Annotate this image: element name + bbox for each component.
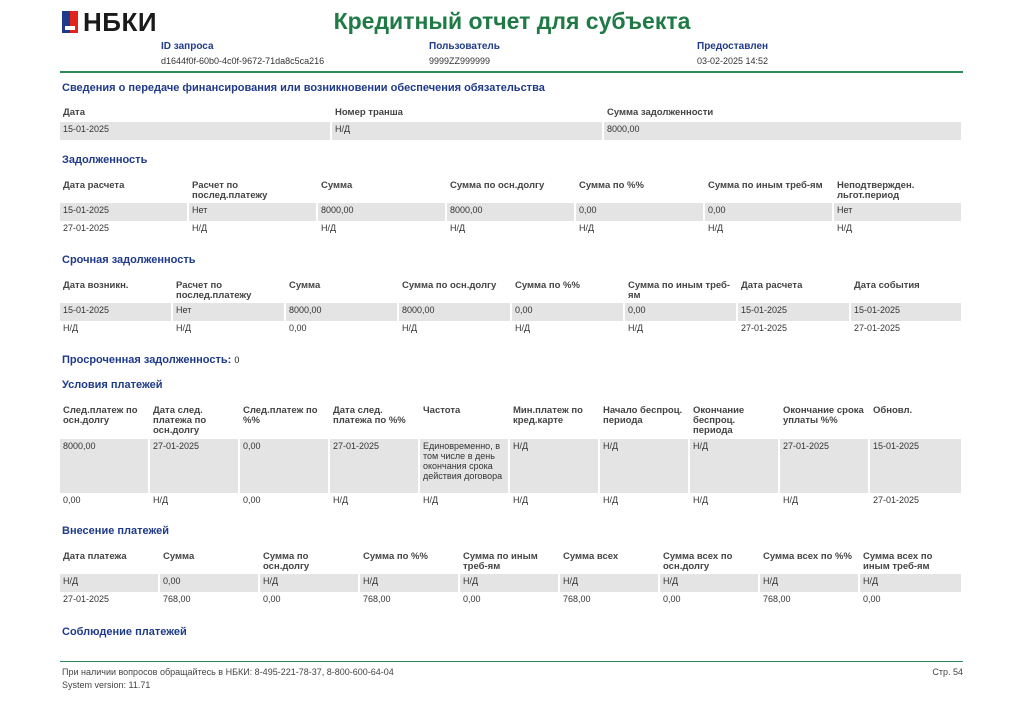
overdue-value: 0 [234, 355, 240, 365]
table-cell: Н/Д [60, 574, 160, 592]
table-cell: Н/Д [150, 493, 240, 511]
section-compliance-title: Соблюдение платежей [62, 626, 187, 638]
column-header: Сумма задолженности [607, 108, 714, 118]
section-debt-title: Задолженность [62, 154, 148, 166]
column-header: Обновл. [873, 406, 913, 416]
table-cell: 8000,00 [60, 439, 150, 493]
table-cell: Н/Д [510, 493, 600, 511]
table-row [60, 592, 963, 610]
table-cell: 0,00 [240, 493, 330, 511]
table-cell: 27-01-2025 [851, 321, 963, 339]
table-cell: 0,00 [576, 203, 705, 221]
table-cell: 0,00 [625, 303, 738, 321]
table-cell: 27-01-2025 [780, 439, 870, 493]
column-header: Сумма [289, 281, 321, 291]
table-cell: 768,00 [760, 592, 860, 610]
logo-text: НБКИ [83, 6, 158, 37]
page-title: Кредитный отчет для субъекта [333, 8, 691, 34]
table-cell: 8000,00 [286, 303, 399, 321]
table-cell: 27-01-2025 [60, 221, 189, 239]
table-row [60, 303, 963, 321]
column-header: Сумма всех по осн.долгу [663, 552, 733, 572]
table-row [60, 321, 963, 339]
table-cell: 27-01-2025 [738, 321, 851, 339]
column-header: Расчет по послед.платежу [176, 281, 252, 301]
user-label: Пользователь [429, 41, 500, 52]
table-cell: Н/Д [173, 321, 286, 339]
overdue-label: Просроченная задолженность: [62, 354, 232, 366]
table-cell: Н/Д [860, 574, 963, 592]
section-payments-title: Внесение платежей [62, 525, 170, 537]
column-header: Частота [423, 406, 461, 416]
column-header: Сумма по осн.долгу [402, 281, 497, 291]
table-cell: 27-01-2025 [150, 439, 240, 493]
column-header: Сумма по иным треб-ям [628, 281, 731, 301]
table-cell: 15-01-2025 [60, 122, 332, 140]
table-header-row [60, 281, 963, 303]
table-cell: 0,00 [705, 203, 834, 221]
table-cell: 8000,00 [604, 122, 963, 140]
footer-contact: При наличии вопросов обращайтесь в НБКИ: 8-495-221-78-37, 8-800-600-64-04 [62, 667, 394, 677]
table-cell: 8000,00 [318, 203, 447, 221]
table-cell: Н/Д [330, 493, 420, 511]
table-cell: Н/Д [360, 574, 460, 592]
column-header: Сумма по иным треб-ям [708, 181, 823, 191]
footer-version: System version: 11.71 [62, 680, 151, 690]
column-header: Сумма всех по иным треб-ям [863, 552, 933, 572]
table-cell: Н/Д [60, 321, 173, 339]
table-cell: Н/Д [260, 574, 360, 592]
section-conditions-title: Условия платежей [62, 379, 163, 391]
table-cell: Н/Д [332, 122, 604, 140]
column-header: Сумма всех [563, 552, 619, 562]
column-header: Сумма всех по %% [763, 552, 852, 562]
table-row [60, 493, 963, 511]
table-cell: Нет [173, 303, 286, 321]
table-cell: 0,00 [240, 439, 330, 493]
table-cell: Н/Д [660, 574, 760, 592]
table-cell: Нет [834, 203, 963, 221]
column-header: Дата возникн. [63, 281, 129, 291]
column-header: Дата след. платежа по осн.долгу [153, 406, 207, 436]
table-cell: 15-01-2025 [851, 303, 963, 321]
table-cell: 768,00 [160, 592, 260, 610]
table-row [60, 203, 963, 221]
column-header: Сумма по %% [515, 281, 580, 291]
table-cell: Н/Д [560, 574, 660, 592]
table-cell: 0,00 [512, 303, 625, 321]
column-header: Сумма по %% [363, 552, 428, 562]
table-cell: Н/Д [420, 493, 510, 511]
column-header: Номер транша [335, 108, 403, 118]
column-header: Окончание беспроц. периода [693, 406, 745, 436]
column-header: Начало беспроц. периода [603, 406, 683, 426]
table-cell: 8000,00 [447, 203, 576, 221]
page-number: Стр. 54 [932, 667, 963, 677]
table-cell: Н/Д [189, 221, 318, 239]
table-cell: Н/Д [399, 321, 512, 339]
column-header: Сумма по осн.долгу [263, 552, 310, 572]
table-cell: Н/Д [780, 493, 870, 511]
table-row [60, 122, 963, 140]
table-header-row [60, 552, 963, 574]
table-cell: 27-01-2025 [870, 493, 963, 511]
table-cell: Н/Д [705, 221, 834, 239]
table-cell: 27-01-2025 [60, 592, 160, 610]
table-cell: Н/Д [625, 321, 738, 339]
table-cell: Н/Д [760, 574, 860, 592]
table-cell: 15-01-2025 [60, 203, 189, 221]
table-header-row [60, 181, 963, 203]
table-cell: Нет [189, 203, 318, 221]
column-header: Сумма по осн.долгу [450, 181, 545, 191]
table-cell: Н/Д [690, 493, 780, 511]
table-cell: 0,00 [260, 592, 360, 610]
table-cell: 27-01-2025 [330, 439, 420, 493]
table-cell: 768,00 [560, 592, 660, 610]
column-header: Дата [63, 108, 85, 118]
financing-table [60, 108, 963, 140]
table-cell: 768,00 [360, 592, 460, 610]
column-header: Дата платежа [63, 552, 127, 562]
request-id-label: ID запроса [161, 41, 214, 52]
section-overdue [62, 354, 239, 366]
table-cell: 0,00 [660, 592, 760, 610]
table-cell: 15-01-2025 [60, 303, 173, 321]
column-header: Сумма по иным треб-ям [463, 552, 538, 572]
table-cell: 8000,00 [399, 303, 512, 321]
table-row [60, 221, 963, 239]
column-header: Дата события [854, 281, 920, 291]
column-header: След.платеж по осн.долгу [63, 406, 138, 426]
table-cell: 0,00 [160, 574, 260, 592]
payments-table [60, 552, 963, 610]
table-cell: Н/Д [318, 221, 447, 239]
conditions-table [60, 406, 963, 511]
provided-value: 03-02-2025 14:52 [697, 56, 769, 66]
column-header: Сумма [163, 552, 195, 562]
table-cell: Н/Д [600, 439, 690, 493]
debt-table [60, 181, 963, 239]
table-cell: Н/Д [834, 221, 963, 239]
table-header-row [60, 108, 963, 122]
column-header: Мин.платеж по кред.карте [513, 406, 583, 426]
table-cell: 0,00 [60, 493, 150, 511]
table-cell: 15-01-2025 [870, 439, 963, 493]
table-cell: Н/Д [460, 574, 560, 592]
table-cell: Н/Д [690, 439, 780, 493]
table-cell: 0,00 [460, 592, 560, 610]
column-header: Расчет по послед.платежу [192, 181, 268, 201]
section-urgent-debt-title: Срочная задолженность [62, 254, 196, 266]
user-value: 9999ZZ999999 [429, 56, 491, 66]
request-id-value: d1644f0f-60b0-4c0f-9672-71da8c5ca216 [161, 56, 325, 66]
table-cell: Единовременно, в том числе в день окончания срока действия договора [420, 439, 510, 493]
table-cell: Н/Д [510, 439, 600, 493]
footer-divider [60, 661, 963, 662]
table-cell: Н/Д [576, 221, 705, 239]
column-header: Неподтвержден. льгот.период [837, 181, 915, 201]
column-header: Дата след. платежа по %% [333, 406, 406, 426]
column-header: Сумма по %% [579, 181, 644, 191]
column-header: След.платеж по %% [243, 406, 318, 426]
table-cell: 0,00 [860, 592, 963, 610]
table-cell: 0,00 [286, 321, 399, 339]
column-header: Окончание срока уплаты %% [783, 406, 864, 426]
table-header-row [60, 406, 963, 439]
table-cell: 15-01-2025 [738, 303, 851, 321]
column-header: Дата расчета [63, 181, 125, 191]
table-cell: Н/Д [512, 321, 625, 339]
table-row [60, 439, 963, 493]
urgent-debt-table [60, 281, 963, 339]
table-cell: Н/Д [447, 221, 576, 239]
table-cell: Н/Д [600, 493, 690, 511]
column-header: Сумма [321, 181, 353, 191]
section-financing-title: Сведения о передаче финансирования или возникновении обеспечения обязательства [62, 82, 545, 94]
table-row [60, 574, 963, 592]
column-header: Дата расчета [741, 281, 803, 291]
provided-label: Предоставлен [697, 41, 769, 52]
header-divider [60, 71, 963, 73]
